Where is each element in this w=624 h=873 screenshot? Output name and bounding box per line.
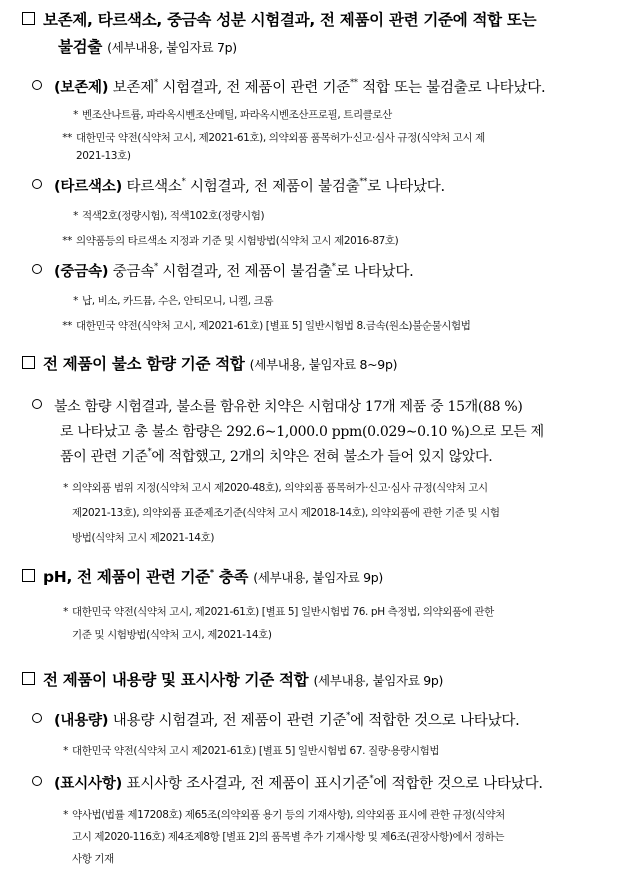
section-heading-content-labeling	[22, 668, 612, 693]
footnote	[56, 234, 616, 249]
circle-bullet-icon	[32, 776, 42, 786]
circle-bullet-icon	[32, 713, 42, 723]
footnote	[64, 108, 614, 123]
footnote-mark: *	[73, 295, 78, 307]
footnote-text: 2021-13호)	[76, 150, 131, 162]
bullet-labeling	[32, 770, 612, 798]
bullet-preservative	[32, 74, 612, 102]
footnote-text: 의약품등의 타르색소 지정과 기준 및 시험방법(식약처 고시 제2016-87호)	[76, 235, 399, 247]
footnote-text: 대한민국 약전(식약처 고시, 제2021-61호) [별표 5] 일반시험법 8.금속(원소)불순물시험법	[76, 320, 471, 332]
footnote	[58, 476, 614, 551]
footnote-marker: *	[209, 568, 214, 577]
footnote-marker: *	[181, 177, 186, 186]
checkbox-square-icon	[22, 12, 35, 25]
footnote-mark: *	[73, 210, 78, 222]
checkbox-square-icon	[22, 672, 35, 685]
footnote-text: 의약외품 범위 지정(식약처 고시 제2020-48호), 의약외품 품목허가·신고·심사 규정(식약처 고시	[72, 482, 488, 494]
footnote-text: 벤조산나트륨, 파라옥시벤조산메틸, 파라옥시벤조산프로필, 트리클로산	[82, 109, 392, 121]
footnote-marker: *	[346, 711, 351, 720]
footnote	[64, 294, 614, 309]
footnote	[58, 601, 614, 647]
bullet-keyword: (중금속)	[54, 264, 109, 280]
footnote-marker: *	[369, 774, 374, 783]
section-heading-ph	[22, 565, 612, 590]
section-title: 전 제품이 불소 함량 기준 적합	[43, 355, 245, 373]
bullet-text: 에 적합한 것으로 나타났다.	[373, 776, 543, 792]
bullet-text: 에 적합한 것으로 나타났다.	[350, 713, 520, 729]
footnote-mark: **	[62, 235, 72, 247]
section-note: (세부내용, 붙임자료 8~9p)	[249, 357, 398, 372]
footnote-text: 대한민국 약전(식약처 고시, 제2021-61호) [별표 5] 일반시험법 76. pH 측정법, 의약외품에 관한	[72, 606, 494, 618]
bullet-keyword: (표시사항)	[54, 776, 123, 792]
paragraph-line: 에 적합했고, 2개의 치약은 전혀 불소가 들어 있지 않았다.	[151, 449, 493, 465]
footnote	[56, 319, 616, 334]
checkbox-square-icon	[22, 569, 35, 582]
footnote-text: 적색2호(정량시험), 적색102호(정량시험)	[82, 210, 265, 222]
circle-bullet-icon	[32, 179, 42, 189]
section-title: 충족	[218, 568, 249, 586]
bullet-text: 로 나타났다.	[367, 179, 445, 195]
footnote-text: 대한민국 약전(식약처 고시, 제2021-61호), 의약외품 품목허가·신고·심사 규정(식약처 고시 제	[76, 132, 485, 144]
bullet-content-volume	[32, 707, 612, 735]
footnote-marker: *	[331, 262, 336, 271]
paragraph-line: 품이 관련 기준	[60, 449, 148, 465]
bullet-text: 로 나타났다.	[335, 264, 414, 280]
bullet-text: 적합 또는 불검출로 나타났다.	[362, 80, 546, 96]
section-title: 전 제품이 내용량 및 표시사항 기준 적합	[43, 671, 309, 689]
footnote-marker: *	[147, 447, 152, 456]
circle-bullet-icon	[32, 80, 42, 90]
bullet-text: 시험결과, 전 제품이 불검출	[162, 264, 332, 280]
footnote-marker: *	[154, 262, 158, 271]
footnote-text: 납, 비소, 카드뮴, 수은, 안티모니, 니켈, 크롬	[82, 295, 274, 307]
bullet-tar-colorant	[32, 173, 612, 201]
footnote-marker: **	[359, 177, 368, 186]
bullet-text: 타르색소	[126, 179, 182, 195]
bullet-keyword: (내용량)	[54, 713, 109, 729]
footnote-mark: *	[63, 745, 68, 757]
footnote-mark: **	[62, 132, 72, 144]
footnote-mark: *	[73, 109, 78, 121]
bullet-text: 표시사항 조사결과, 전 제품이 표시기준	[126, 776, 370, 792]
footnote-text: 대한민국 약전(식약처 고시 제2021-61호) [별표 5] 일반시험법 67. 질량·용량시험법	[72, 745, 440, 757]
bullet-text: 보존제	[112, 80, 155, 96]
section-title-line2: 불검출	[58, 38, 103, 56]
paragraph-fluoride	[32, 395, 610, 470]
footnote	[58, 804, 614, 870]
section-heading-test-results	[22, 8, 612, 60]
section-note: (세부내용, 붙임자료 9p)	[253, 570, 383, 585]
footnote-text: 약사법(법률 제17208호) 제65조(의약외품 용기 등의 기재사항), 의약외품 표시에 관한 규정(식약처	[72, 809, 505, 821]
bullet-text: 시험결과, 전 제품이 불검출	[189, 179, 360, 195]
paragraph-line: 로 나타났고 총 불소 함량은 292.6∼1,000.0 ppm(0.029∼0.10 %)으로 모든 제	[60, 424, 544, 440]
bullet-text: 내용량 시험결과, 전 제품이 관련 기준	[112, 713, 347, 729]
bullet-heavy-metal	[32, 258, 612, 286]
checkbox-square-icon	[22, 356, 35, 369]
footnote-marker: **	[350, 78, 358, 87]
circle-bullet-icon	[32, 264, 42, 274]
footnote-text: 기준 및 시험방법(식약처 고시, 제2021-14호)	[72, 629, 272, 641]
bullet-text: 시험결과, 전 제품이 관련 기준	[162, 80, 351, 96]
section-note: (세부내용, 붙임자료 9p)	[313, 673, 444, 688]
footnote-text: 제2021-13호), 의약외품 표준제조기준(식약처 고시 제2018-14호), 의약외품에 관한 기준 및 시험	[72, 507, 500, 519]
circle-bullet-icon	[32, 399, 42, 409]
footnote-marker: *	[154, 78, 158, 87]
section-heading-fluoride	[22, 352, 612, 377]
footnote-mark: *	[63, 606, 68, 618]
footnote	[64, 209, 614, 224]
footnote-mark: *	[63, 482, 68, 494]
paragraph-line: 불소 함량 시험결과, 불소를 함유한 치약은 시험대상 17개 제품 중 15개(88 %)	[54, 399, 523, 415]
footnote	[58, 744, 614, 759]
section-note: (세부내용, 붙임자료 7p)	[107, 40, 237, 55]
section-title-line1: 보존제, 타르색소, 중금속 성분 시험결과, 전 제품이 관련 기준에 적합 또는	[43, 11, 537, 29]
footnote	[56, 131, 616, 164]
bullet-keyword: (타르색소)	[54, 179, 123, 195]
footnote-text: 방법(식약처 고시 제2021-14호)	[72, 532, 215, 544]
footnote-text: 고시 제2020-116호) 제4조제8항 [별표 2]의 품목별 추가 기재사항 및 제6조(권장사항)에서 정하는	[72, 831, 505, 843]
footnote-text: 사항 기재	[72, 853, 114, 865]
footnote-mark: **	[62, 320, 72, 332]
footnote-mark: *	[63, 809, 68, 821]
bullet-keyword: (보존제)	[54, 80, 109, 96]
section-title: pH, 전 제품이 관련 기준	[43, 568, 210, 586]
bullet-text: 중금속	[112, 264, 155, 280]
